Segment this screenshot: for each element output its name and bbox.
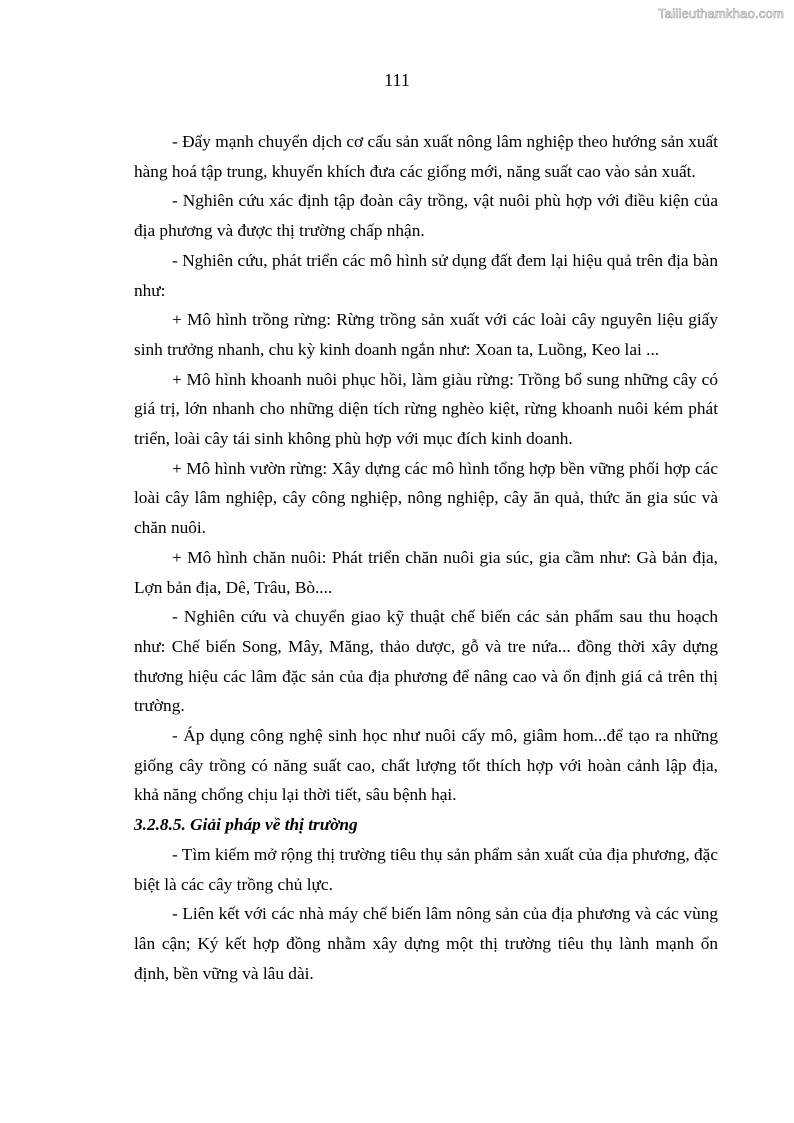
document-body [134,127,718,988]
paragraph: - Tìm kiếm mở rộng thị trường tiêu thụ sản phẩm sản xuất của địa phương, đặc biệt là các cây trồng chủ lực. [134,844,718,894]
paragraph: - Đẩy mạnh chuyển dịch cơ cấu sản xuất nông lâm nghiệp theo hướng sản xuất hàng hoá tập trung, khuyến khích đưa các giống mới, năng suất cao vào sản xuất. [134,132,718,181]
paragraph: - Liên kết với các nhà máy chế biến lâm nông sản của địa phương và các vùng lân cận; Ký kết hợp đồng nhằm xây dựng một thị trường tiêu thụ lành mạnh ổn định, bền vững và lâu dài. [134,904,718,983]
paragraph: - Nghiên cứu và chuyển giao kỹ thuật chế biến các sản phẩm sau thu hoạch như: Chế biến Song, Mây, Măng, thảo dược, gỗ và tre nứa... đồng thời xây dựng thương hiệu các lâm đặc sản của địa phương để nâng cao và ổn định giá cả trên thị trường. [134,607,718,716]
paragraph: - Nghiên cứu xác định tập đoàn cây trồng, vật nuôi phù hợp với điều kiện của địa phương và được thị trường chấp nhận. [134,191,718,241]
paragraph: + Mô hình vườn rừng: Xây dựng các mô hình tổng hợp bền vững phối hợp các loài cây lâm nghiệp, cây công nghiệp, nông nghiệp, cây ăn quả, thức ăn gia súc và chăn nuôi. [134,458,718,538]
paragraph: - Áp dụng công nghệ sinh học như nuôi cấy mô, giâm hom...để tạo ra những giống cây trồng có năng suất cao, chất lượng tốt thích hợp với hoàn cảnh lập địa, khả năng chống chịu lại thời tiết, sâu bệnh hại. [134,726,718,805]
watermark: Tailieuthamkhao.com [658,6,784,21]
section-heading: 3.2.8.5. Giải pháp về thị trường [134,815,358,835]
page-number: 111 [384,70,410,90]
paragraph: + Mô hình chăn nuôi: Phát triển chăn nuôi gia súc, gia cầm như: Gà bản địa, Lợn bản địa, Dê, Trâu, Bò.... [134,547,718,597]
paragraph: - Nghiên cứu, phát triển các mô hình sử dụng đất đem lại hiệu quả trên địa bàn như: [134,250,718,300]
paragraph: + Mô hình khoanh nuôi phục hồi, làm giàu rừng: Trồng bổ sung những cây có giá trị, lớn nhanh cho những diện tích rừng nghèo kiệt, rừng khoanh nuôi kém phát triển, loài cây tái sinh không phù hợp với mục đích kinh doanh. [134,369,718,449]
paragraph: + Mô hình trồng rừng: Rừng trồng sản xuất với các loài cây nguyên liệu giấy sinh trưởng nhanh, chu kỳ kinh doanh ngắn như: Xoan ta, Luồng, Keo lai ... [134,310,718,359]
